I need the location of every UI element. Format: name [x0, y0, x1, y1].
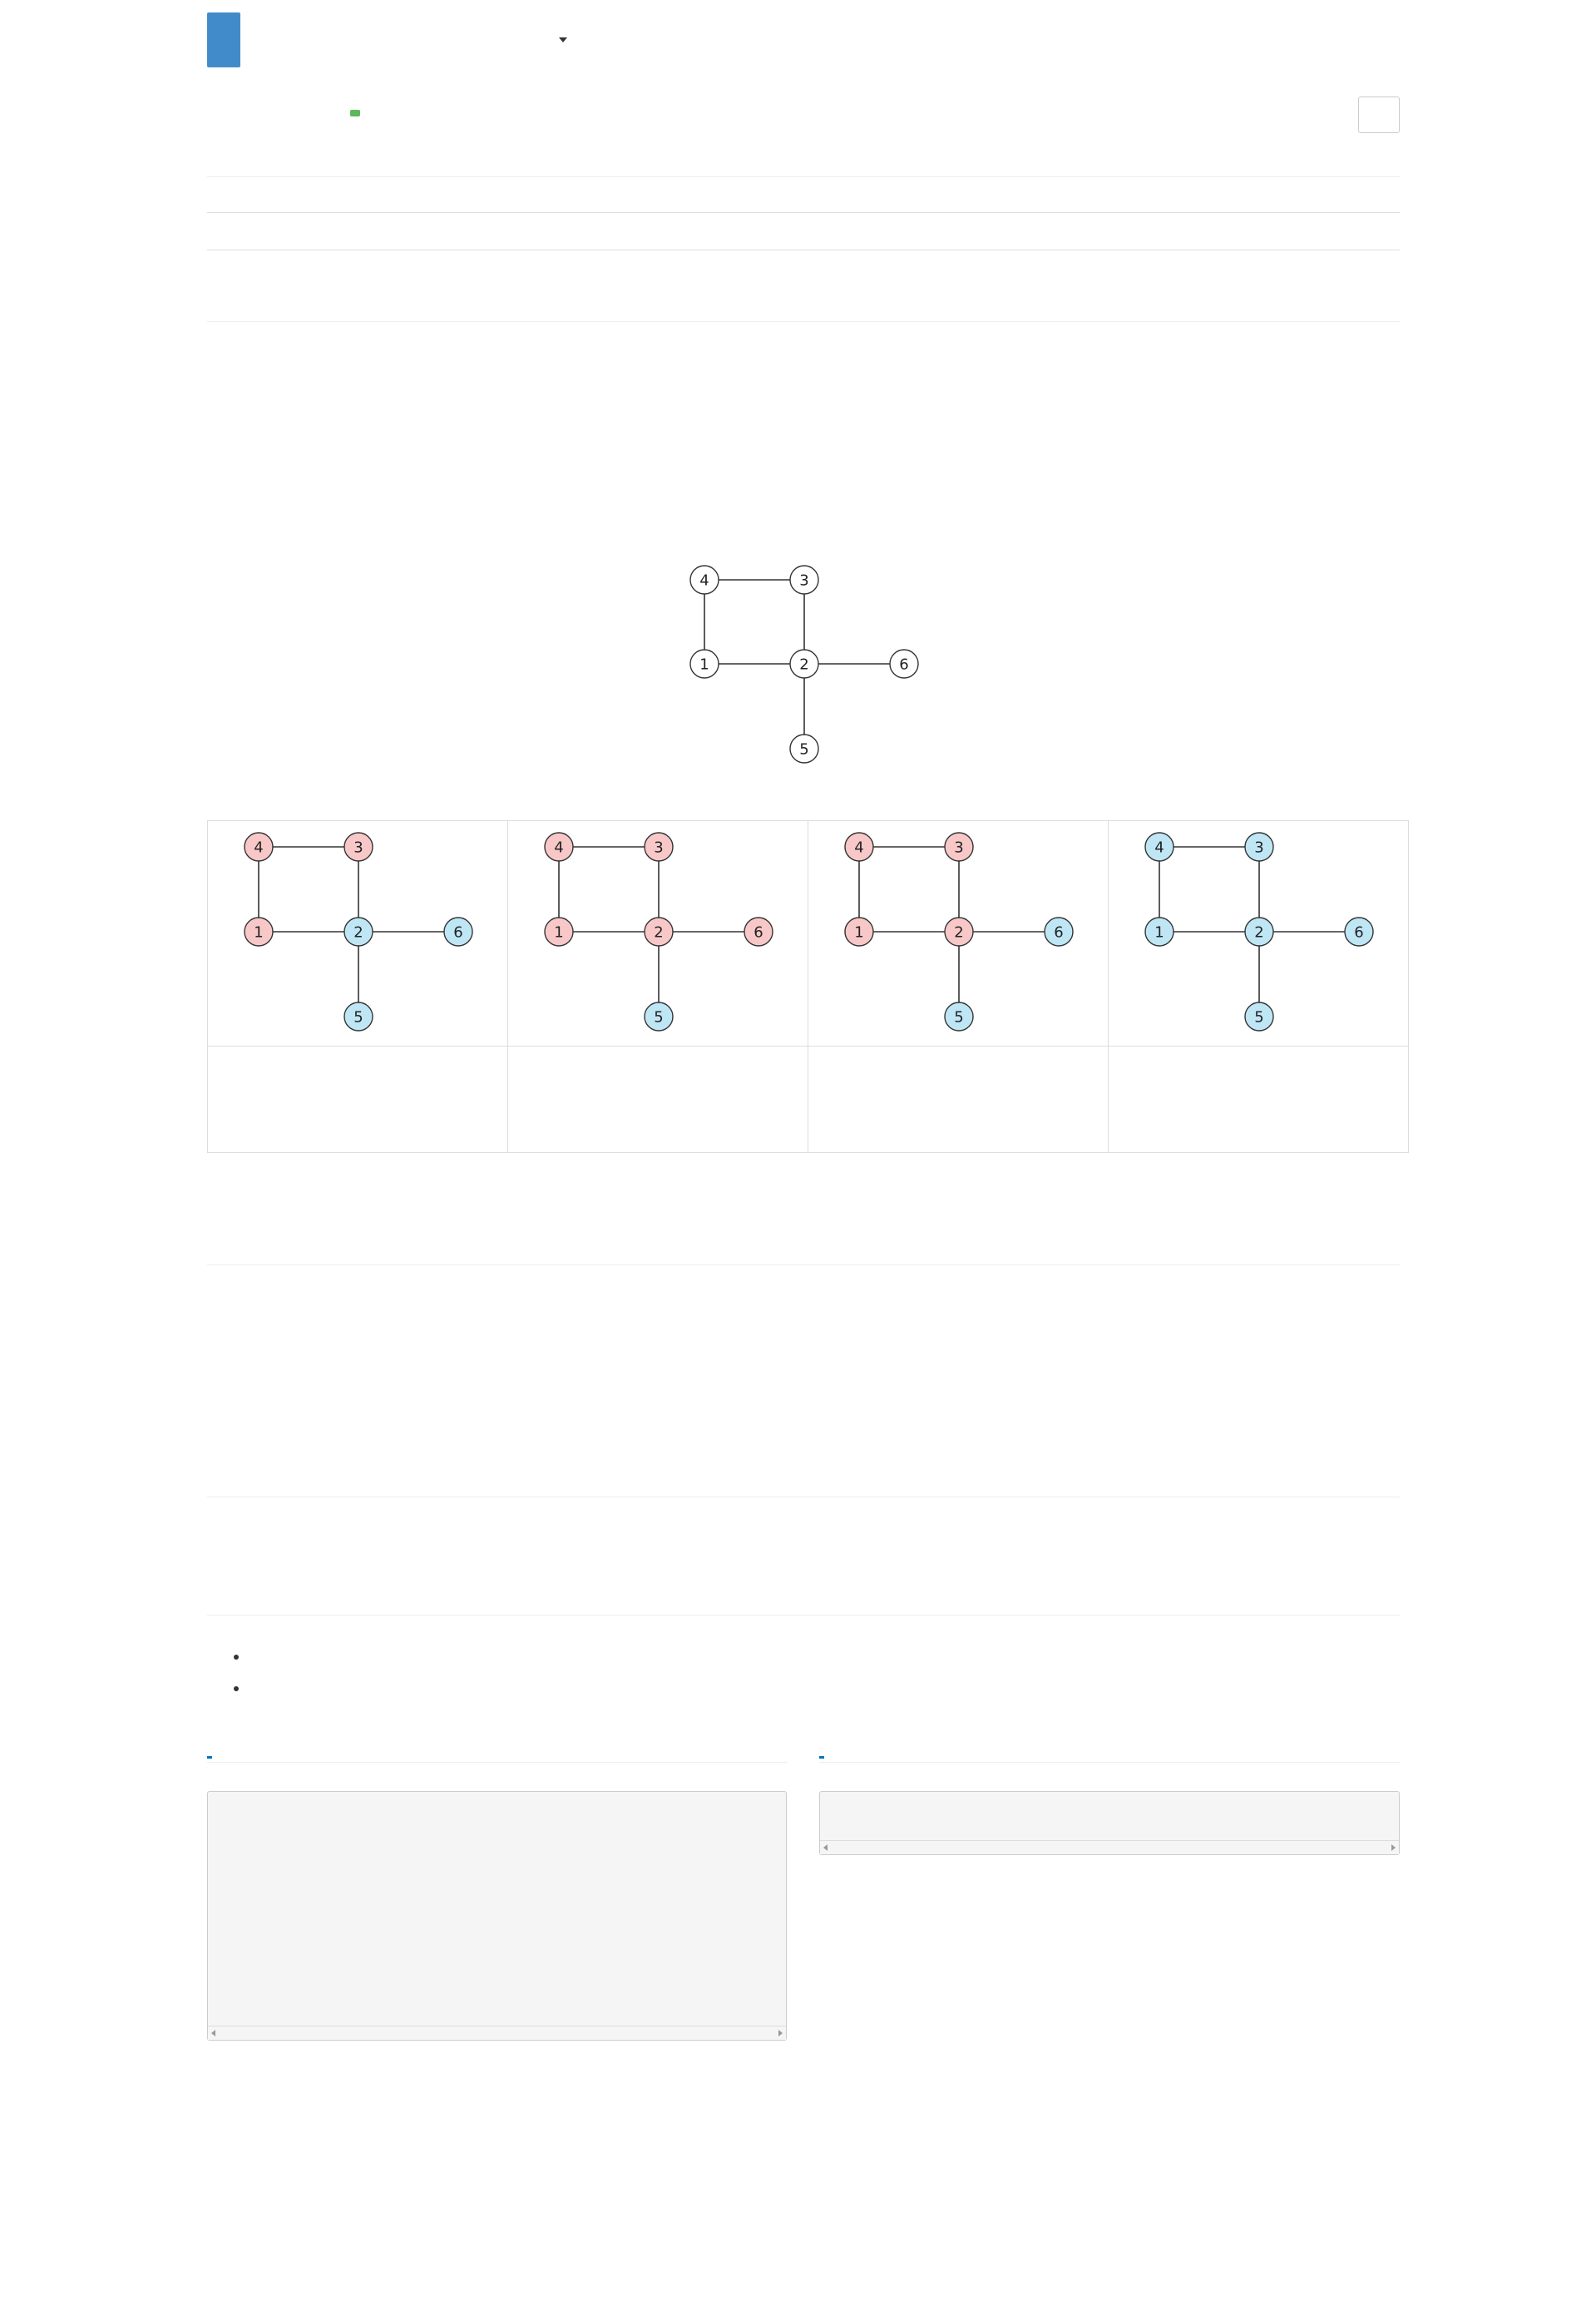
title-row [207, 96, 1400, 138]
info-header [1246, 177, 1400, 213]
nav-rejudge[interactable] [440, 12, 473, 67]
nav-lecture-dropdown[interactable] [540, 12, 584, 67]
nav-write-solution[interactable] [373, 12, 407, 67]
graph-node-label: 6 [899, 656, 909, 674]
graph-node-label: 1 [554, 923, 564, 942]
scroll-right-icon[interactable] [1391, 1844, 1396, 1851]
sample-input-box[interactable] [207, 1791, 787, 2041]
nav-status[interactable] [473, 12, 506, 67]
favorite-button[interactable] [1358, 96, 1400, 133]
graph-node-label: 6 [754, 923, 763, 942]
info-value [1246, 213, 1400, 250]
nav-problem-number[interactable] [207, 12, 240, 67]
example-graph [209, 822, 506, 1042]
horizontal-scrollbar[interactable] [208, 2026, 786, 2040]
graph-node-label: 6 [1054, 923, 1064, 942]
input-section-header [207, 1225, 1400, 1265]
info-header [207, 177, 408, 213]
info-header-row [207, 177, 1400, 213]
graph-node-label: 1 [1154, 923, 1164, 942]
example-caption-cell [1109, 1047, 1409, 1153]
example-graph [809, 822, 1107, 1042]
graph-node-label: 5 [654, 1008, 664, 1027]
nav-short-coding[interactable] [307, 12, 340, 67]
scroll-left-icon[interactable] [823, 1844, 828, 1851]
district-graph [685, 557, 926, 765]
sample-output-box[interactable] [819, 1791, 1400, 1855]
graph-node-label: 5 [1254, 1008, 1264, 1027]
graph-node-label: 3 [654, 839, 664, 857]
scroll-right-icon[interactable] [778, 2030, 783, 2036]
example-caption-cell [808, 1047, 1109, 1153]
graph-node-label: 2 [1254, 923, 1264, 942]
sample-output-title-wrap [819, 1722, 824, 1759]
example-figure-cell [808, 821, 1109, 1047]
limit-list [207, 1640, 249, 1704]
info-value[interactable] [1033, 213, 1246, 250]
graph-node-label: 3 [954, 839, 964, 857]
nav-question-search[interactable] [584, 12, 617, 67]
example-figure-cell [1109, 821, 1409, 1047]
limit-section-header [207, 1575, 1400, 1616]
example-caption-row [208, 1047, 1409, 1153]
info-value[interactable] [821, 213, 1033, 250]
info-value[interactable] [608, 213, 821, 250]
graph-node-label: 3 [1254, 839, 1264, 857]
nav-my-source[interactable] [506, 12, 540, 67]
graph-node-label: 6 [453, 923, 463, 942]
info-header [608, 177, 821, 213]
example-figure-row [208, 821, 1409, 1047]
nav-request-solution[interactable] [407, 12, 440, 67]
graph-node-label: 5 [353, 1008, 363, 1027]
graph-node-label: 5 [799, 740, 809, 759]
example-graph [1109, 822, 1407, 1042]
graph-node-label: 4 [254, 839, 264, 857]
example-caption-cell [508, 1047, 808, 1153]
problem-page [207, 0, 1400, 1027]
info-value [207, 213, 408, 250]
graph-node-label: 2 [654, 923, 664, 942]
problem-section-header [207, 281, 1400, 322]
graph-node-label: 1 [854, 923, 864, 942]
graph-node-label: 4 [854, 839, 864, 857]
info-header [1033, 177, 1246, 213]
graph-node-label: 2 [954, 923, 964, 942]
graph-node-label: 6 [1354, 923, 1364, 942]
info-header [408, 177, 608, 213]
sample-input-title-wrap [207, 1722, 212, 1759]
nav-submit[interactable] [240, 12, 274, 67]
nav-solvers[interactable] [274, 12, 307, 67]
graph-node-label: 4 [1154, 839, 1164, 857]
graph-node-label: 5 [954, 1008, 964, 1027]
info-value-row [207, 213, 1400, 250]
graph-node-label: 4 [699, 572, 709, 590]
graph-node-label: 1 [254, 923, 264, 942]
info-header [821, 177, 1033, 213]
graph-node-label: 1 [699, 656, 709, 674]
info-value [408, 213, 608, 250]
caret-down-icon [559, 37, 567, 42]
status-badge [350, 110, 360, 116]
problem-info-table [207, 176, 1400, 250]
example-caption-cell [208, 1047, 508, 1153]
example-graph [509, 822, 807, 1042]
example-figure-cell [208, 821, 508, 1047]
graph-node-label: 3 [353, 839, 363, 857]
horizontal-scrollbar[interactable] [820, 1840, 1399, 1854]
nav-solution[interactable] [340, 12, 373, 67]
scroll-left-icon[interactable] [211, 2030, 215, 2036]
partition-examples [207, 820, 1409, 1153]
output-section-header [207, 1457, 1400, 1497]
sample-input-header [207, 1722, 787, 1763]
graph-node-label: 2 [799, 656, 809, 674]
graph-node-label: 4 [554, 839, 564, 857]
example-figure-cell [508, 821, 808, 1047]
sample-output-header [819, 1722, 1400, 1763]
problem-nav [207, 12, 1400, 67]
graph-node-label: 2 [353, 923, 363, 942]
graph-node-label: 3 [799, 572, 809, 590]
